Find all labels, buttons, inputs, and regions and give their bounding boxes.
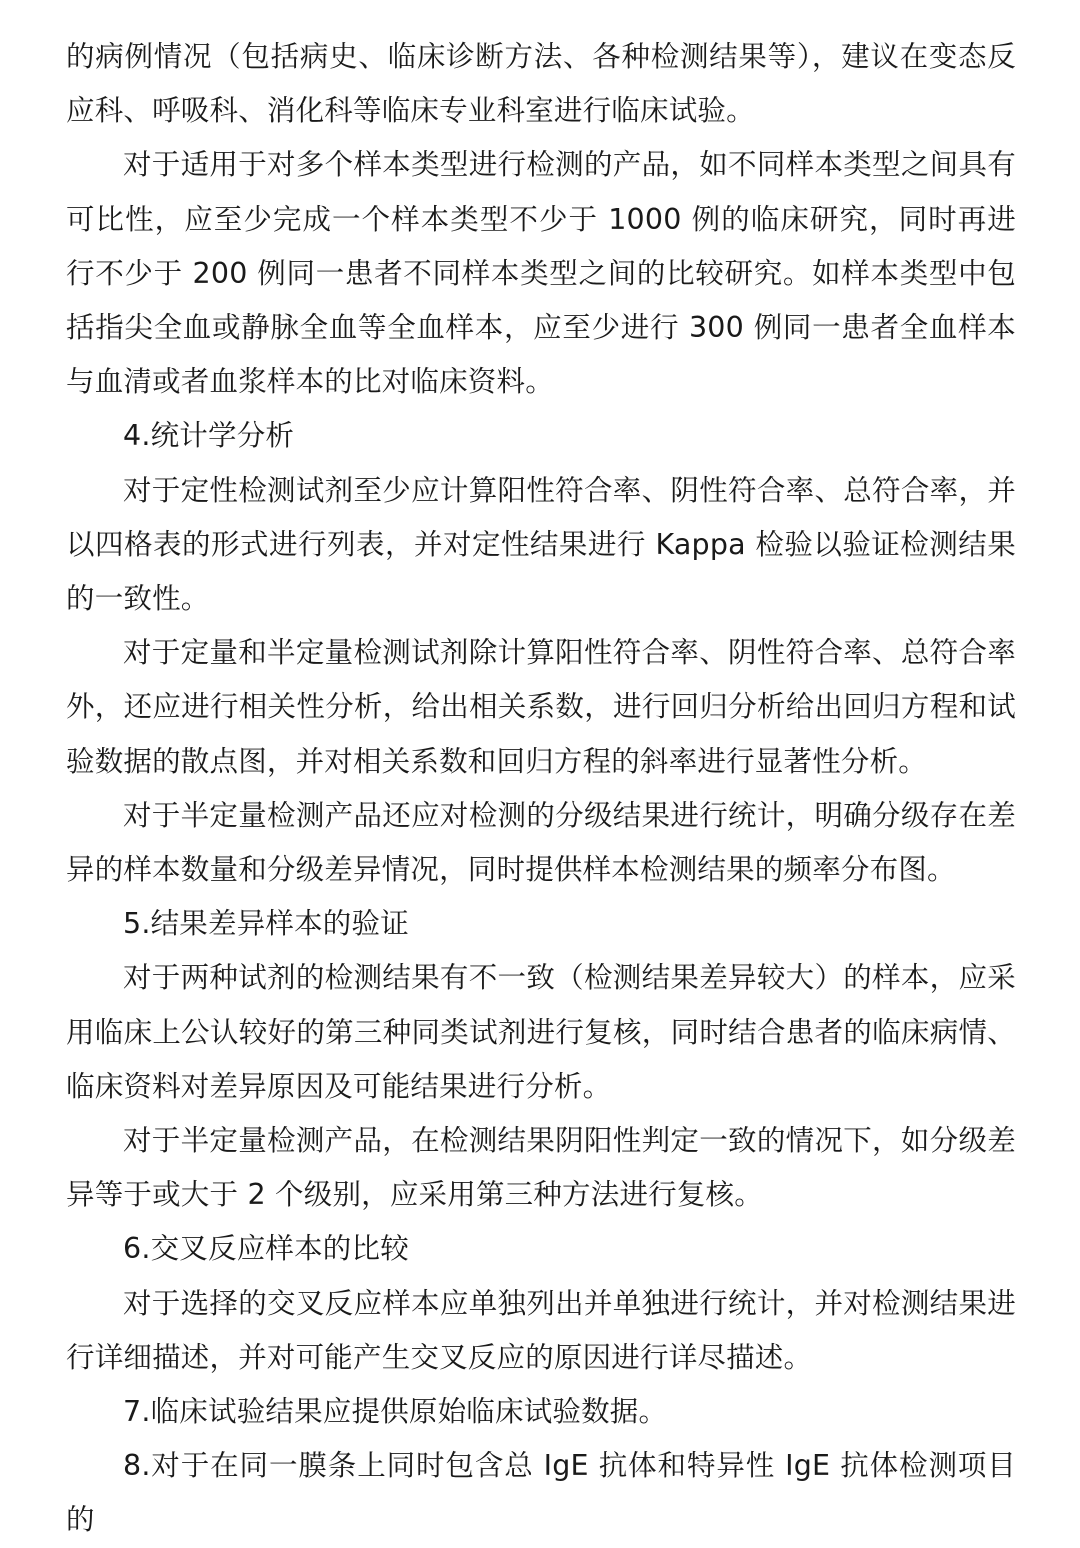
section-heading: 7.临床试验结果应提供原始临床试验数据。 (123, 1395, 668, 1429)
section-heading: 4.统计学分析 (123, 419, 295, 453)
body-paragraph: 对于定量和半定量检测试剂除计算阳性符合率、阴性符合率、总符合率外，还应进行相关性分析，给出相关系数，进行回归分析给出回归方程和试验数据的散点图，并对相关系数和回归方程的斜率进行显著性分析。 (66, 636, 1016, 778)
section-heading: 6.交叉反应样本的比较 (123, 1232, 409, 1266)
section-heading: 5.结果差异样本的验证 (123, 907, 409, 941)
section-heading: 8.对于在同一膜条上同时包含总 IgE 抗体和特异性 IgE 抗体检测项目的 (66, 1449, 1016, 1537)
body-paragraph: 对于半定量检测产品还应对检测的分级结果进行统计，明确分级存在差异的样本数量和分级差异情况，同时提供样本检测结果的频率分布图。 (66, 798, 1016, 887)
body-paragraph: 对于半定量检测产品，在检测结果阴阳性判定一致的情况下，如分级差异等于或大于 2 个级别，应采用第三种方法进行复核。 (66, 1124, 1016, 1212)
body-paragraph: 的病例情况（包括病史、临床诊断方法、各种检测结果等），建议在变态反应科、呼吸科、消化科等临床专业科室进行临床试验。 (66, 40, 1016, 128)
body-paragraph: 对于适用于对多个样本类型进行检测的产品，如不同样本类型之间具有可比性，应至少完成一个样本类型不少于 1000 例的临床研究，同时再进行不少于 200 例同一患者不同样本类型之间的比较研究。如样本类型中包括指尖全血或静脉全血等全血样本，应至少进行 300 例同一患者全血样本与血清或者血浆样本的比对临床资料。 (66, 148, 1016, 399)
body-paragraph: 对于两种试剂的检测结果有不一致（检测结果差异较大）的样本，应采用临床上公认较好的第三种同类试剂进行复核，同时结合患者的临床病情、临床资料对差异原因及可能结果进行分析。 (66, 961, 1016, 1103)
body-paragraph: 对于选择的交叉反应样本应单独列出并单独进行统计，并对检测结果进行详细描述，并对可能产生交叉反应的原因进行详尽描述。 (66, 1286, 1016, 1374)
body-paragraph: 对于定性检测试剂至少应计算阳性符合率、阴性符合率、总符合率，并以四格表的形式进行列表，并对定性结果进行 Kappa 检验以验证检测结果的一致性。 (66, 473, 1016, 616)
